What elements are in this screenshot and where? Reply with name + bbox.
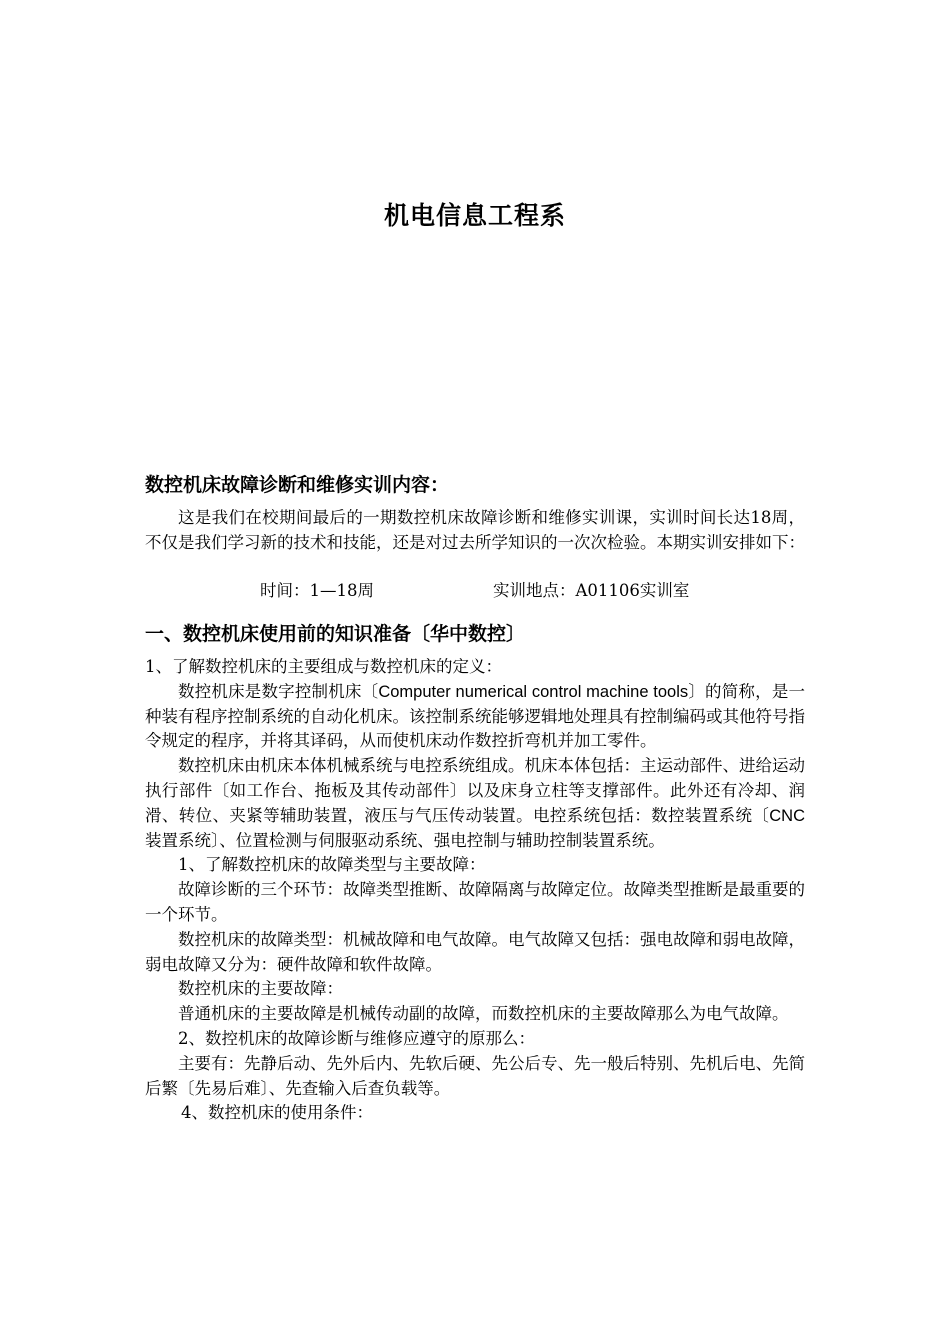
paragraph-3-text-c: 装置系统〕、位置检测与伺服驱动系统、强电控制与辅助控制装置系统。 [145, 830, 665, 850]
paragraph-3 [145, 754, 805, 853]
paragraph-2-text-a: 数控机床是数字控制机床〔 [178, 681, 379, 701]
paragraph-1: 1、了解数控机床的主要组成与数控机床的定义： [145, 657, 502, 676]
paragraph-11: 4、数控机床的使用条件： [181, 1103, 373, 1123]
paragraph-3-cnc: CNC [769, 806, 805, 825]
paragraph-10: 主要有：先静后动、先外后内、先软后硬、先公后专、先一般后特别、先机后电、先简后繁〔先易后难〕、先查输入后查负载等。 [145, 1053, 805, 1098]
paragraph-2-english-term: Computer numerical control machine tools [378, 682, 689, 701]
paragraph-2 [145, 680, 805, 754]
schedule-time: 时间：1—18周 [260, 581, 374, 600]
paragraph-4: 1、了解数控机床的故障类型与主要故障： [178, 855, 486, 875]
intro-block [145, 506, 805, 556]
paragraph-8: 普通机床的主要故障是机械传动副的故障，而数控机床的主要故障那么为电气故障。 [178, 1004, 789, 1024]
intro-paragraph: 这是我们在校期间最后的一期数控机床故障诊断和维修实训课，实训时间长达18周，不仅是我们学习新的技术和技能，还是对过去所学知识的一次次检验。本期实训安排如下： [145, 508, 805, 552]
paragraph-3-text-a: 数控机床由机床本体机械系统与电控系统组成。机床本体包括：主运动部件、进给运动执行部件〔如工作台、拖板及其传动部件〕以及床身立柱等支撑部件。此外还有冷却、润滑、转位、夹紧等辅助装置，液压与气压传动装置。电控系统包括：数控装置系统〔 [145, 756, 805, 825]
paragraph-5: 故障诊断的三个环节：故障类型推断、故障隔离与故障定位。故障类型推断是最重要的一个环节。 [145, 880, 805, 924]
schedule-place: 实训地点：A01106实训室 [493, 581, 690, 600]
contents-heading: 数控机床故障诊断和维修实训内容： [145, 474, 450, 496]
paragraph-7: 数控机床的主要故障： [178, 979, 343, 999]
section-1-heading: 一、数控机床使用前的知识准备〔华中数控〕 [145, 623, 526, 645]
section-1-body [145, 655, 805, 1126]
paragraph-9: 2、数控机床的故障诊断与维修应遵守的原那么： [178, 1028, 535, 1048]
department-title: 机电信息工程系 [383, 201, 566, 230]
paragraph-2-text-c: 〕的简称，是一种装有程序控制系统的自动化机床。该控制系统能够逻辑地处理具有控制编码或其他符号指令规定的程序，并将其译码，从而使机床动作数控折弯机并加工零件。 [145, 681, 806, 751]
paragraph-6: 数控机床的故障类型：机械故障和电气故障。电气故障又包括：强电故障和弱电故障，弱电故障又分为：硬件故障和软件故障。 [145, 929, 805, 974]
